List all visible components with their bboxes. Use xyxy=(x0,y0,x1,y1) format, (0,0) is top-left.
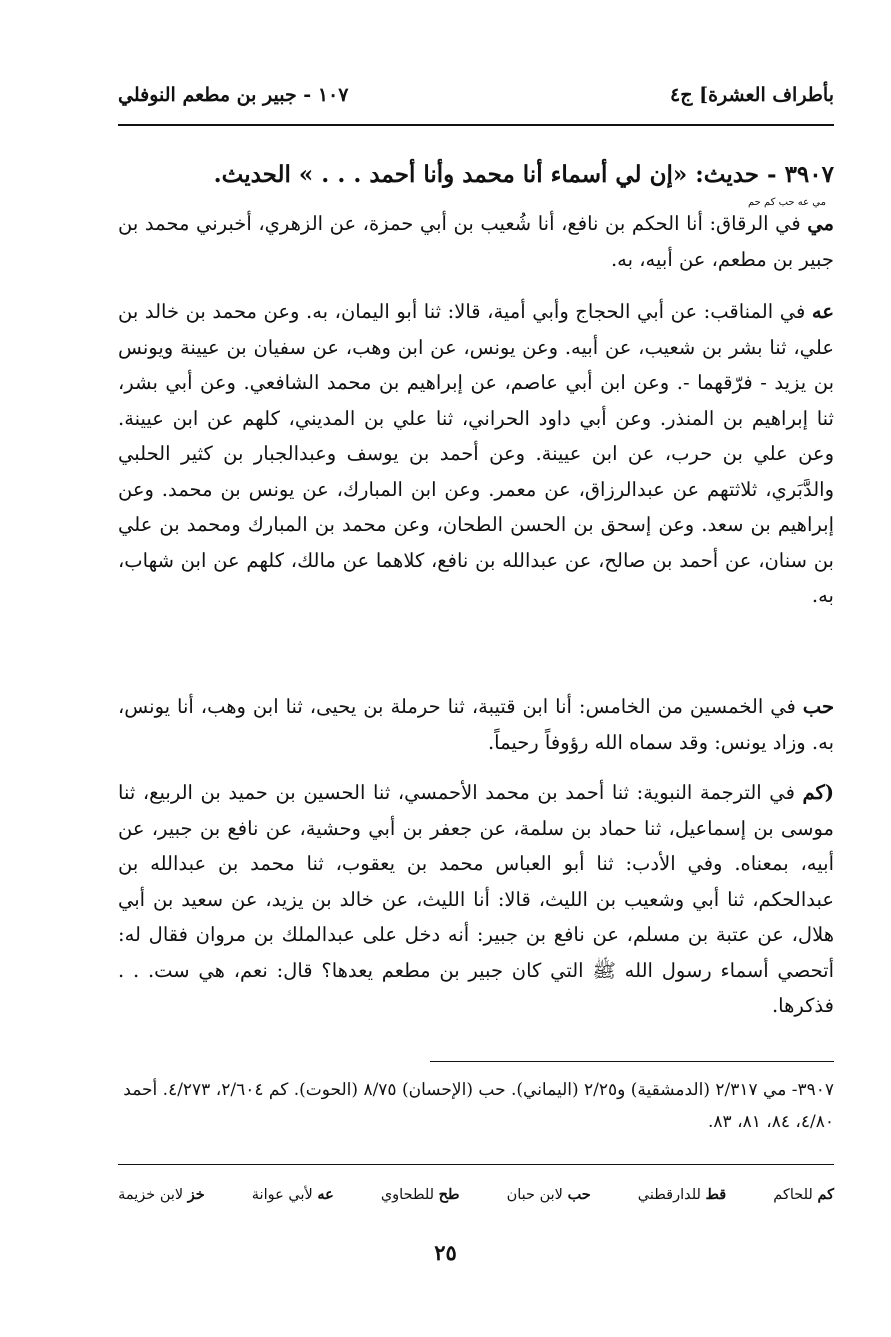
paragraph-siglum: (كم xyxy=(802,781,834,804)
paragraph-darimi xyxy=(118,206,834,277)
legend-item: طح للطحاوي xyxy=(380,1186,460,1203)
hadith-heading xyxy=(118,158,834,192)
paragraph-hakim xyxy=(118,775,834,1024)
legend-item: قط للدارقطني xyxy=(637,1186,727,1203)
paragraph-siglum: عه xyxy=(811,300,834,323)
hadith-title-text: - حديث: «إن لي أسماء أنا محمد وأنا أحمد . . . » الحديث. xyxy=(213,161,777,188)
legend-item: كم للحاكم xyxy=(773,1186,834,1203)
footnote-divider xyxy=(430,1061,834,1062)
page-number: ٢٥ xyxy=(434,1240,457,1265)
header-volume-title: بأطراف العشرة] ج٤ xyxy=(670,84,834,106)
paragraph-abu-awana xyxy=(118,294,834,614)
paragraph-text: في المناقب: عن أبي الحجاج وأبي أمية، قالا: ثنا أبو اليمان، به. وعن محمد بن خالد بن علي، ثنا بشر بن شعيب، عن أبيه. وعن يونس، عن ابن وهب، عن سفيان بن عيينة ويونس بن يزيد - فرّقهما -. وعن ابن أبي عاصم، عن إبراهيم بن محمد الشافعي. وعن أبي بشر، ثنا إبراهيم بن المنذر. وعن أبي داود الحراني، ثنا علي بن المديني، كلهم عن ابن عيينة. وعن علي بن حرب، عن ابن عيينة. وعن أحمد بن يوسف وعبدالجبار بن كثير الحلبي والدَّبَري، ثلاثتهم عن عبدالرزاق، عن معمر. وعن ابن المبارك، عن يونس بن محمد. وعن إبراهيم بن سعد. وعن إسحق بن الحسن الطحان، وعن محمد بن المبارك ومحمد بن علي بن سنان، عن أحمد بن صالح، عن عبدالله بن نافع، كلاهما عن مالك، كلهم عن ابن شهاب، به. xyxy=(118,300,834,607)
paragraph-text: في الترجمة النبوية: ثنا أحمد بن محمد الأحمسي، ثنا الحسين بن حميد بن الربيع، ثنا موسى بن إسماعيل، ثنا حماد بن سلمة، عن جعفر بن أبي وحشية، عن نافع بن جبير، عن أبيه، بمعناه. وفي الأدب: ثنا أبو العباس محمد بن يعقوب، ثنا محمد بن عبدالله بن عبدالحكم، ثنا أبي وشعيب بن الليث، قالا: أنا الليث، عن خالد بن يزيد، عن سعيد بن أبي هلال، عن عتبة بن مسلم، عن نافع بن جبير: أنه دخل على عبدالملك بن مروان فقال له: أتحصي أسماء رسول الله ﷺ التي كان جبير بن مطعم يعدها؟ قال: نعم، هي ست. . . فذكرها. xyxy=(118,781,834,1017)
legend-divider xyxy=(118,1164,834,1165)
paragraph-siglum: مي xyxy=(807,212,834,235)
legend-item: عه لأبي عوانة xyxy=(251,1186,334,1203)
legend-item: حب لابن حبان xyxy=(506,1186,591,1203)
paragraph-text: في الخمسين من الخامس: أنا ابن قتيبة، ثنا حرملة بن يحيى، ثنا ابن وهب، أنا يونس، به. وزاد يونس: وقد سماه الله رؤوفاً رحيماً. xyxy=(118,695,834,754)
paragraph-text: في الرقاق: أنا الحكم بن نافع، أنا شُعيب بن أبي حمزة، عن الزهري، أخبرني محمد بن جبير بن مطعم، عن أبيه، به. xyxy=(118,212,834,271)
footnote: ٣٩٠٧- مي ٢/٣١٧ (الدمشقية) و٢/٢٥ (اليماني). حب (الإحسان) ٨/٧٥ (الحوت). كم ٢/٦٠٤، ٤/٢٧٣. أحمد ٤/٨٠، ٨٤، ٨١، ٨٣. xyxy=(123,1080,834,1132)
running-header xyxy=(118,78,834,112)
source-codes-superscript: مي عه حب كم حم xyxy=(748,197,826,208)
paragraph-siglum: حب xyxy=(802,695,834,718)
header-divider xyxy=(118,124,834,126)
header-chapter-title: ١٠٧ - جبير بن مطعم النوفلي xyxy=(118,84,349,106)
paragraph-ibn-hibban xyxy=(118,689,834,760)
abbreviation-legend xyxy=(118,1186,834,1203)
legend-item: خز لابن خزيمة xyxy=(118,1186,205,1203)
hadith-number: ٣٩٠٧ xyxy=(784,161,834,188)
